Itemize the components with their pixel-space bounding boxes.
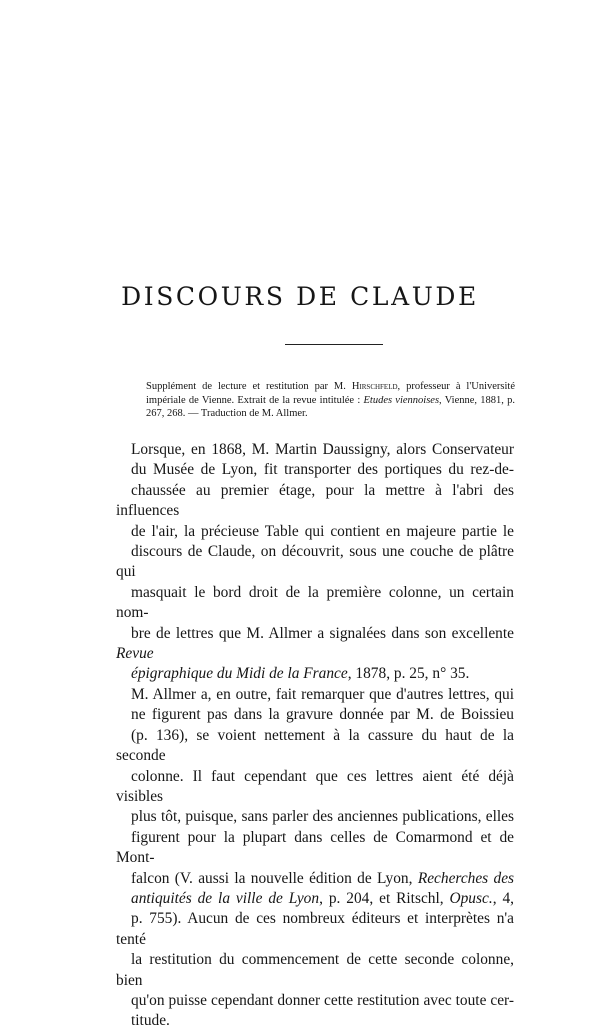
author-name: Hirschfeld — [351, 381, 398, 392]
text-line: discours de Claude, on découvrit, sous une couche de plâtre qui — [116, 543, 514, 581]
text-line: qu'on puisse cependant donner cette restitution avec toute cer- — [131, 991, 514, 1009]
source-note — [146, 380, 515, 421]
text-line — [116, 869, 514, 889]
body-text — [116, 440, 514, 1032]
text-fragment: , p. 204, et Ritschl, — [319, 889, 450, 907]
text-line: du Musée de Lyon, fit transporter des portiques du rez-de- — [131, 461, 514, 479]
book-title-part-2: antiquités de la ville de Lyon — [131, 889, 320, 907]
paragraph-1 — [116, 440, 514, 685]
note-text-end: , Vienne, 1881, p. 267, 268. — Traduction de M. Allmer. — [146, 394, 515, 420]
reference-title-part-2: épigraphique du Midi de la France — [131, 665, 348, 683]
text-fragment: falcon (V. aussi la nouvelle édition de Lyon, — [131, 869, 418, 887]
journal-title: Etudes viennoises — [363, 394, 440, 406]
text-line: ne figurent pas dans la gravure donnée par M. de Boissieu — [131, 706, 514, 724]
text-line: titude. — [131, 1012, 170, 1030]
text-line — [116, 624, 514, 665]
reference-title-part-1: Revue — [116, 645, 154, 663]
note-text-start: Supplément de lecture et restitution par M. — [146, 381, 352, 392]
text-line: colonne. Il faut cependant que ces lettres aient été déjà visibles — [116, 767, 514, 805]
text-line: figurent pour la plupart dans celles de Comarmond et de Mont- — [116, 828, 514, 867]
text-line: p. 755). Aucun de ces nombreux éditeurs et interprètes n'a tenté — [116, 910, 514, 948]
text-line: de l'air, la précieuse Table qui contient en majeure partie le — [131, 522, 514, 540]
text-line — [116, 889, 514, 909]
text-line: masquait le bord droit de la première colonne, un certain nom- — [116, 583, 514, 622]
title-divider — [285, 344, 383, 345]
text-fragment: , 4, — [492, 889, 514, 907]
book-title-part-1: Recherches des — [417, 869, 515, 887]
reference-details: , 1878, p. 25, n° 35. — [347, 665, 470, 683]
text-line: chaussée au premier étage, pour la mettre à l'abri des influences — [116, 481, 514, 520]
source-note-text — [146, 380, 515, 421]
text-line: plus tôt, puisque, sans parler des anciennes publications, elles — [131, 808, 514, 826]
opusc-title: Opusc. — [449, 889, 493, 907]
page-title: DISCOURS DE CLAUDE — [121, 282, 479, 311]
text-line: la restitution du commencement de cette seconde colonne, bien — [116, 951, 514, 989]
text-fragment: bre de lettres que M. Allmer a signalées dans son excellente — [131, 624, 514, 642]
note-text-middle: , professeur à l'Université impériale de Vienne. Extrait de la revue intitulée : — [146, 381, 515, 406]
text-line: M. Allmer a, en outre, fait remarquer que d'autres lettres, qui — [131, 685, 514, 703]
text-line — [116, 664, 514, 684]
text-line: Lorsque, en 1868, M. Martin Daussigny, alors Conservateur — [131, 441, 514, 458]
text-line: (p. 136), se voient nettement à la cassure du haut de la seconde — [116, 726, 514, 765]
paragraph-2 — [116, 685, 514, 1032]
